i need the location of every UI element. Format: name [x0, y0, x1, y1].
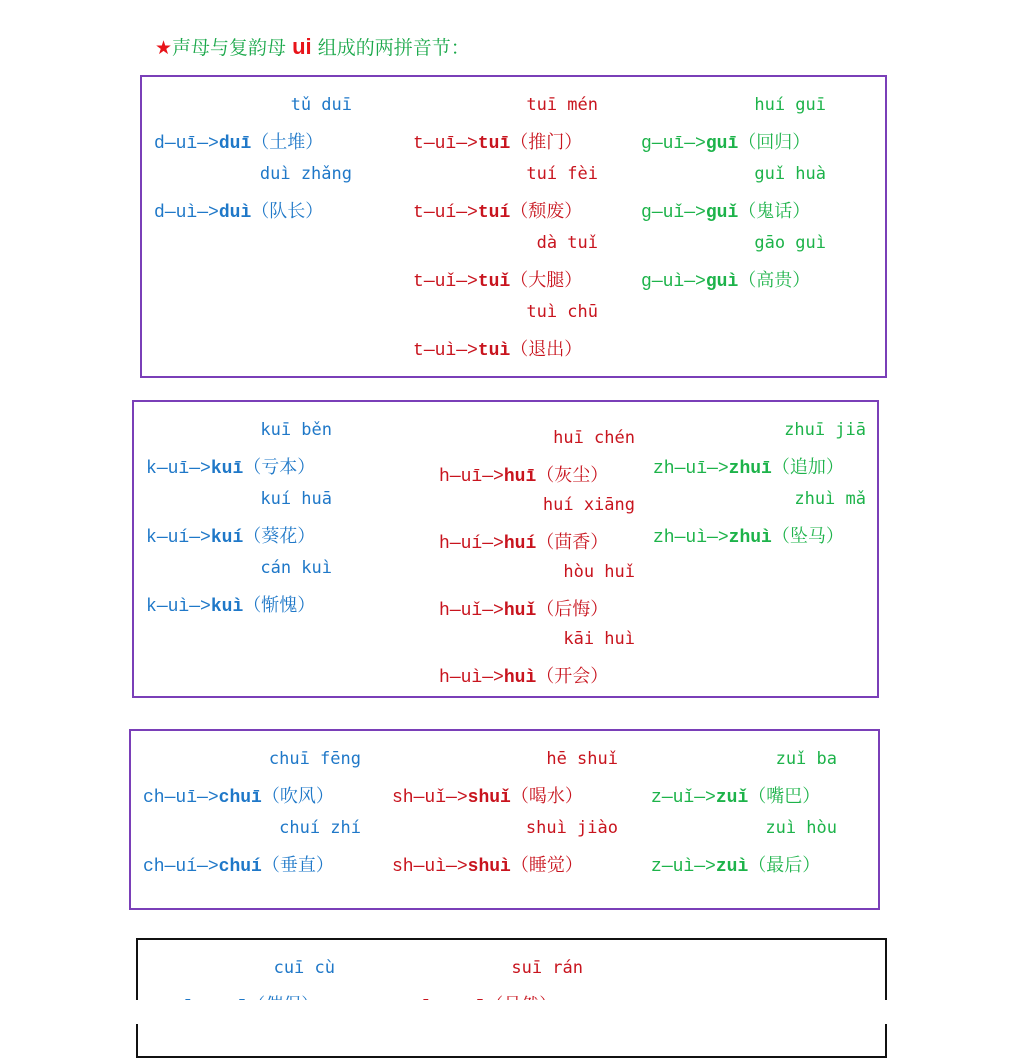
final-rime: uī — [685, 459, 708, 479]
spelling-line — [653, 453, 844, 479]
pinyin-label: zuǐ ba — [775, 749, 837, 769]
pinyin-label: suī rán — [511, 958, 583, 978]
arrow-symbol: —> — [694, 857, 716, 877]
syllable-result: tuǐ — [477, 272, 511, 292]
final-rime: uǐ — [460, 601, 483, 621]
final-rime: uǐ — [434, 272, 457, 292]
example-word: （亏本） — [243, 459, 316, 479]
final-rime: uì — [434, 341, 457, 361]
initial-letter: g — [641, 134, 652, 154]
initial-letter: t — [413, 341, 424, 361]
example-word: （大腿） — [510, 272, 583, 292]
initial-letter: zh — [653, 528, 675, 548]
pinyin-label: chuí zhí — [279, 818, 361, 838]
pinyin-label: shuì jiào — [525, 818, 618, 838]
syllable-result: duì — [218, 203, 252, 223]
example-word: （回归） — [738, 134, 811, 154]
page-cutoff — [0, 1000, 1024, 1024]
syllable-result: duī — [218, 134, 252, 154]
syllable-result: shuì — [467, 857, 511, 877]
dash-symbol: — — [661, 857, 673, 877]
spelling-line — [146, 591, 315, 617]
initial-letter: k — [146, 597, 157, 617]
final-rime: uì — [685, 528, 708, 548]
pinyin-label: kuī běn — [260, 420, 332, 440]
initial-letter: h — [439, 601, 450, 621]
final-rime: uī — [434, 134, 457, 154]
spelling-line — [146, 522, 315, 548]
spelling-line — [154, 197, 323, 223]
dash-symbol: — — [651, 134, 663, 154]
arrow-symbol: —> — [482, 467, 504, 487]
syllable-result: guī — [705, 134, 739, 154]
dash-symbol: — — [661, 788, 673, 808]
dash-symbol: — — [164, 857, 176, 877]
spelling-line — [641, 197, 810, 223]
dash-symbol: — — [413, 857, 425, 877]
example-word: （喝水） — [510, 788, 583, 808]
pinyin-label: tǔ duī — [290, 95, 352, 115]
example-word: （茴香） — [536, 534, 609, 554]
example-word: （颓废） — [510, 203, 583, 223]
pinyin-label: kuí huā — [260, 489, 332, 509]
pinyin-label: duì zhǎng — [259, 164, 352, 184]
pinyin-label: zhuì mǎ — [794, 489, 866, 509]
example-word: （嘴巴） — [748, 788, 821, 808]
example-word: （队长） — [251, 203, 324, 223]
initial-letter: d — [154, 134, 165, 154]
spelling-line — [439, 595, 608, 621]
dash-symbol: — — [674, 528, 686, 548]
dash-symbol: — — [164, 788, 176, 808]
heading-rime: ui — [292, 34, 312, 59]
dash-symbol: — — [423, 134, 435, 154]
arrow-symbol: —> — [189, 597, 211, 617]
syllable-result: tuì — [477, 341, 511, 361]
initial-letter: t — [413, 203, 424, 223]
pinyin-label: hē shuǐ — [546, 749, 618, 769]
pinyin-label: tuì chū — [526, 302, 598, 322]
arrow-symbol: —> — [482, 534, 504, 554]
spelling-line — [143, 851, 334, 877]
pinyin-label: guǐ huà — [754, 164, 826, 184]
final-rime: uī — [662, 134, 685, 154]
dash-symbol: — — [449, 668, 461, 688]
example-word: （追加） — [771, 459, 844, 479]
pinyin-label: dà tuǐ — [536, 233, 598, 253]
syllable-result: zhuì — [728, 528, 772, 548]
dash-symbol: — — [164, 134, 176, 154]
spelling-line — [392, 851, 583, 877]
dash-symbol: — — [156, 459, 168, 479]
initial-letter: h — [439, 467, 450, 487]
initial-letter: h — [439, 668, 450, 688]
syllable-result: shuǐ — [467, 788, 511, 808]
syllable-result: tuī — [477, 134, 511, 154]
spelling-line — [651, 782, 820, 808]
arrow-symbol: —> — [684, 272, 706, 292]
spelling-line — [146, 453, 315, 479]
spelling-line — [651, 851, 820, 877]
arrow-symbol: —> — [482, 668, 504, 688]
dash-symbol: — — [651, 203, 663, 223]
arrow-symbol: —> — [197, 134, 219, 154]
arrow-symbol: —> — [684, 134, 706, 154]
syllable-result: huǐ — [503, 601, 537, 621]
arrow-symbol: —> — [684, 203, 706, 223]
arrow-symbol: —> — [707, 459, 729, 479]
initial-letter: k — [146, 528, 157, 548]
pinyin-label: cán kuì — [260, 558, 332, 578]
syllable-result: huì — [503, 668, 537, 688]
final-rime: uì — [460, 668, 483, 688]
example-word: （鬼话） — [738, 203, 811, 223]
pinyin-label: zuì hòu — [765, 818, 837, 838]
arrow-symbol: —> — [197, 788, 219, 808]
final-rime: uì — [662, 272, 685, 292]
syllable-result: chuī — [218, 788, 262, 808]
spelling-line — [413, 335, 582, 361]
syllable-result: guì — [705, 272, 739, 292]
spelling-line — [439, 528, 608, 554]
final-rime: uì — [167, 597, 190, 617]
pinyin-label: cuī cù — [273, 958, 335, 978]
syllable-result: kuí — [210, 528, 244, 548]
example-word: （高贵） — [738, 272, 811, 292]
initial-letter: g — [641, 272, 652, 292]
final-rime: uī — [167, 459, 190, 479]
spelling-line — [641, 266, 810, 292]
initial-letter: sh — [392, 857, 414, 877]
example-word: （退出） — [510, 341, 583, 361]
example-word: （后悔） — [536, 601, 609, 621]
arrow-symbol: —> — [197, 857, 219, 877]
star-icon: ★ — [155, 37, 173, 59]
arrow-symbol: —> — [456, 203, 478, 223]
spelling-line — [154, 128, 323, 154]
dash-symbol: — — [449, 601, 461, 621]
initial-letter: ch — [143, 857, 165, 877]
syllable-result: huí — [503, 534, 537, 554]
arrow-symbol: —> — [456, 341, 478, 361]
syllable-result: kuì — [210, 597, 244, 617]
arrow-symbol: —> — [456, 272, 478, 292]
dash-symbol: — — [423, 272, 435, 292]
dash-symbol: — — [413, 788, 425, 808]
pinyin-label: huī chén — [553, 428, 635, 448]
final-rime: uī — [460, 467, 483, 487]
spelling-line — [143, 782, 334, 808]
initial-letter: zh — [653, 459, 675, 479]
syllable-result: huī — [503, 467, 537, 487]
example-word: （开会） — [536, 668, 609, 688]
final-rime: uǐ — [424, 788, 447, 808]
pinyin-label: hòu huǐ — [563, 562, 635, 582]
example-word: （土堆） — [251, 134, 324, 154]
initial-letter: ch — [143, 788, 165, 808]
dash-symbol: — — [156, 597, 168, 617]
heading-suffix: 组成的两拼音节： — [317, 37, 470, 59]
dash-symbol: — — [449, 534, 461, 554]
arrow-symbol: —> — [189, 528, 211, 548]
final-rime: uí — [167, 528, 190, 548]
dash-symbol: — — [423, 341, 435, 361]
spelling-line — [413, 197, 582, 223]
final-rime: uǐ — [662, 203, 685, 223]
dash-symbol: — — [423, 203, 435, 223]
initial-letter: z — [651, 788, 662, 808]
pinyin-label: kāi huì — [563, 629, 635, 649]
example-word: （灰尘） — [536, 467, 609, 487]
example-word: （吹风） — [261, 788, 334, 808]
pinyin-label: huí xiāng — [542, 495, 635, 515]
page-heading — [155, 33, 470, 60]
pinyin-label: tuí fèi — [526, 164, 598, 184]
example-word: （最后） — [748, 857, 821, 877]
dash-symbol: — — [651, 272, 663, 292]
pinyin-label: tuī mén — [526, 95, 598, 115]
pinyin-label: chuī fēng — [268, 749, 361, 769]
dash-symbol: — — [164, 203, 176, 223]
syllable-result: kuī — [210, 459, 244, 479]
spelling-line — [413, 128, 582, 154]
final-rime: uì — [424, 857, 447, 877]
initial-letter: d — [154, 203, 165, 223]
arrow-symbol: —> — [707, 528, 729, 548]
arrow-symbol: —> — [456, 134, 478, 154]
example-word: （坠马） — [771, 528, 844, 548]
final-rime: uǐ — [672, 788, 695, 808]
example-word: （睡觉） — [510, 857, 583, 877]
pinyin-label: huí guī — [754, 95, 826, 115]
syllable-result: zhuī — [728, 459, 772, 479]
final-rime: uī — [175, 134, 198, 154]
syllable-box-1 — [140, 75, 887, 378]
initial-letter: k — [146, 459, 157, 479]
dash-symbol: — — [156, 528, 168, 548]
arrow-symbol: —> — [446, 788, 468, 808]
spelling-line — [439, 461, 608, 487]
spelling-line — [439, 662, 608, 688]
final-rime: uì — [672, 857, 695, 877]
spelling-line — [413, 266, 582, 292]
initial-letter: t — [413, 272, 424, 292]
spelling-line — [653, 522, 844, 548]
initial-letter: z — [651, 857, 662, 877]
heading-prefix: 声母与复韵母 — [172, 37, 287, 59]
arrow-symbol: —> — [694, 788, 716, 808]
initial-letter: g — [641, 203, 652, 223]
spelling-line — [641, 128, 810, 154]
syllable-result: chuí — [218, 857, 262, 877]
final-rime: uì — [175, 203, 198, 223]
arrow-symbol: —> — [189, 459, 211, 479]
dash-symbol: — — [674, 459, 686, 479]
pinyin-label: gāo guì — [754, 233, 826, 253]
final-rime: uí — [460, 534, 483, 554]
initial-letter: h — [439, 534, 450, 554]
syllable-result: guǐ — [705, 203, 739, 223]
initial-letter: sh — [392, 788, 414, 808]
pinyin-label: zhuī jiā — [784, 420, 866, 440]
syllable-result: zuì — [715, 857, 749, 877]
dash-symbol: — — [449, 467, 461, 487]
arrow-symbol: —> — [446, 857, 468, 877]
syllable-result: zuǐ — [715, 788, 749, 808]
syllable-result: tuí — [477, 203, 511, 223]
example-word: （推门） — [510, 134, 583, 154]
final-rime: uī — [175, 788, 198, 808]
spelling-line — [392, 782, 583, 808]
final-rime: uí — [434, 203, 457, 223]
example-word: （垂直） — [261, 857, 334, 877]
arrow-symbol: —> — [197, 203, 219, 223]
final-rime: uí — [175, 857, 198, 877]
initial-letter: t — [413, 134, 424, 154]
example-word: （惭愧） — [243, 597, 316, 617]
example-word: （葵花） — [243, 528, 316, 548]
arrow-symbol: —> — [482, 601, 504, 621]
